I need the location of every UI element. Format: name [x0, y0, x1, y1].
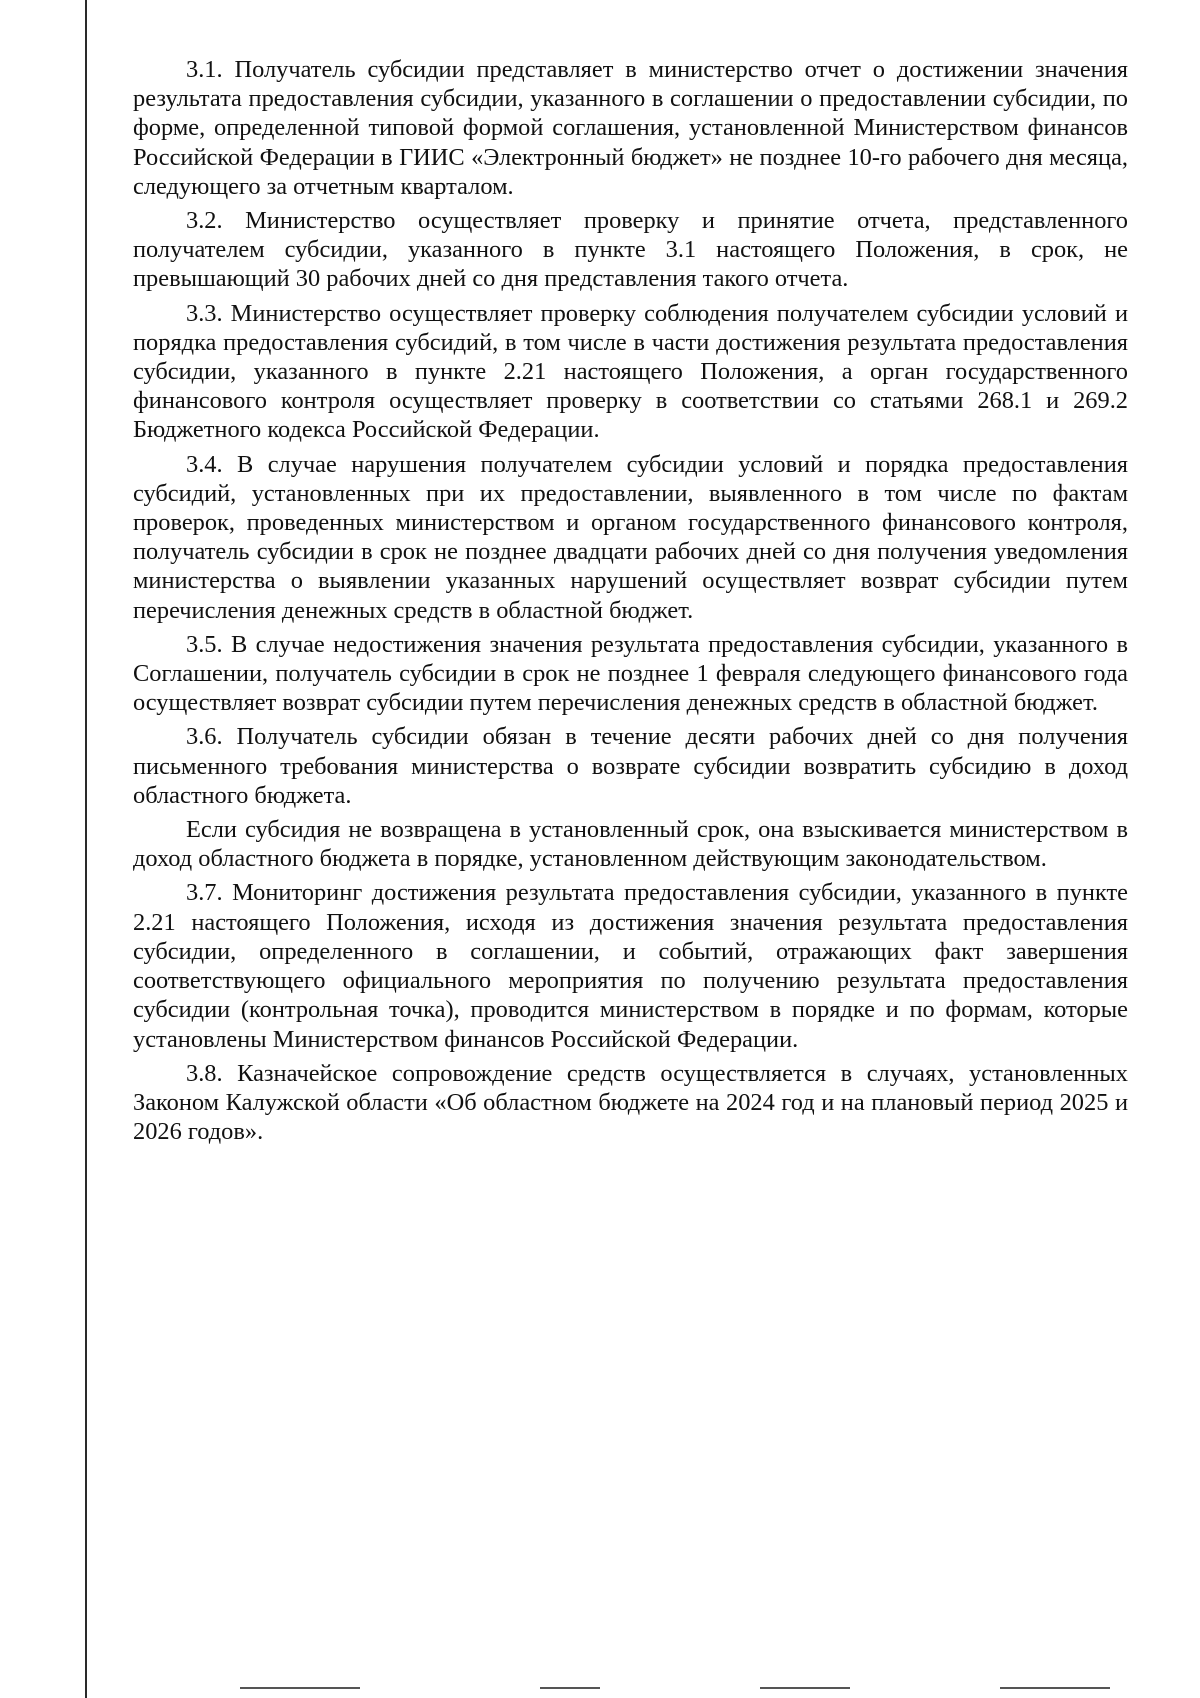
paragraph-3-6: 3.6. Получатель субсидии обязан в течение десяти рабочих дней со дня получения письменного требования министерства о возврате субсидии возвратить субсидию в доход областного бюджета. — [133, 723, 1128, 809]
paragraph-3-4: 3.4. В случае нарушения получателем субсидии условий и порядка предоставления субсидий, установленных при их предоставлении, выявленного в том числе по фактам проверок, проведенных министерством и органом государственного финансового контроля, получатель субсидии в срок не позднее двадцати рабочих дней со дня получения уведомления министерства о выявлении указанных нарушений осуществляет возврат субсидии путем перечисления денежных средств в областной бюджет. — [133, 450, 1128, 624]
document-body — [133, 55, 1128, 1151]
paragraph-3-2: 3.2. Министерство осуществляет проверку и принятие отчета, представленного получателем субсидии, указанного в пункте 3.1 настоящего Положения, в срок, не превышающий 30 рабочих дней со дня представления такого отчета. — [133, 207, 1128, 293]
paragraph-3-1: 3.1. Получатель субсидии представляет в министерство отчет о достижении значения результата предоставления субсидии, указанного в соглашении о предоставлении субсидии, по форме, определенной типовой формой соглашения, установленной Министерством финансов Российской Федерации в ГИИС «Электронный бюджет» не позднее 10-го рабочего дня месяца, следующего за отчетным кварталом. — [133, 56, 1128, 200]
footer-scan-marks — [240, 1687, 1120, 1691]
paragraph-3-7: 3.7. Мониторинг достижения результата предоставления субсидии, указанного в пункте 2.21 настоящего Положения, исходя из достижения значения результата предоставления субсидии, определенного в соглашении, и событий, отражающих факт завершения соответствующего официального мероприятия по получению результата предоставления субсидии (контрольная точка), проводится министерством в порядке и по формам, которые установлены Министерством финансов Российской Федерации. — [133, 879, 1128, 1053]
scan-edge-line — [85, 0, 87, 1698]
paragraph-3-6-continued: Если субсидия не возвращена в установленный срок, она взыскивается министерством в доход областного бюджета в порядке, установленном действующим законодательством. — [133, 816, 1128, 873]
paragraph-3-8: 3.8. Казначейское сопровождение средств осуществляется в случаях, установленных Законом Калужской области «Об областном бюджете на 2024 год и на плановый период 2025 и 2026 годов». — [133, 1059, 1128, 1146]
paragraph-3-3: 3.3. Министерство осуществляет проверку соблюдения получателем субсидии условий и порядка предоставления субсидий, в том числе в части достижения результата предоставления субсидии, указанного в пункте 2.21 настоящего Положения, а орган государственного финансового контроля осуществляет проверку в соответствии со статьями 268.1 и 269.2 Бюджетного кодекса Российской Федерации. — [133, 299, 1128, 444]
paragraph-3-5: 3.5. В случае недостижения значения результата предоставления субсидии, указанного в Соглашении, получатель субсидии в срок не позднее 1 февраля следующего финансового года осуществляет возврат субсидии путем перечисления денежных средств в областной бюджет. — [133, 630, 1128, 717]
